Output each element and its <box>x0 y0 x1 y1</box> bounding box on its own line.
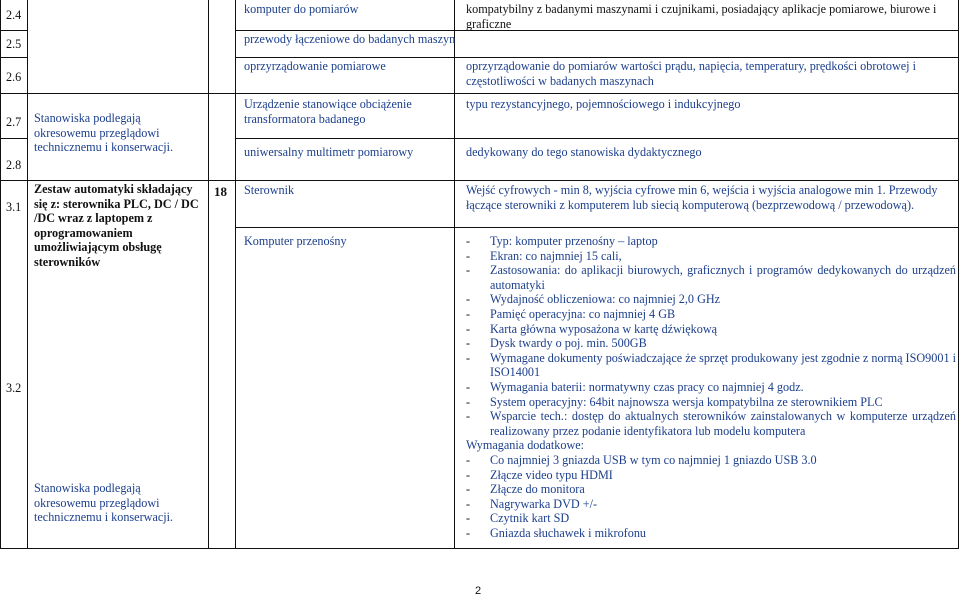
col-divider-3 <box>235 0 236 549</box>
item-name: przewody łączeniowe do badanych maszyn <box>244 32 456 46</box>
row-line <box>235 227 959 228</box>
item-spec-controller: Wejść cyfrowych - min 8, wyjścia cyfrowe min 6, wejścia i wyjścia analogowe min 1. Przewody łączące sterowniki z komputerem lub siecią komputerową (bezprzewodową / przewodową). <box>466 183 938 212</box>
bullet-dash: - <box>466 234 471 248</box>
spec-bullet <box>466 263 956 292</box>
bullet-dash: - <box>466 321 471 336</box>
bullet-text: Wydajność obliczeniowa: co najmniej 2,0 GHz <box>490 292 721 307</box>
spec-bullet <box>466 336 956 351</box>
spec-bullet <box>466 497 956 512</box>
spec-bullet <box>466 526 956 541</box>
set-title: Zestaw automatyki składający się z: sterownika PLC, DC / DC /DC wraz z laptopem z oprogramowaniem umożliwiającym obsługę sterowników <box>34 182 199 269</box>
bullet-text: Wsparcie tech.: dostęp do aktualnych sterowników zainstalowanych w komputerze urządzeń realizowany przez podanie identyfikatora lub modelu komputera <box>490 409 956 438</box>
item-spec: kompatybilny z badanymi maszynami i czujnikami, posiadający aplikacje pomiarowe, biurowe i graficzne <box>466 2 937 31</box>
item-spec: dedykowany do tego stanowiska dydaktycznego <box>466 145 702 159</box>
bullet-text: Pamięć operacyjna: co najmniej 4 GB <box>490 306 676 321</box>
row-number: 2.4 <box>6 8 22 22</box>
bullet-dash: - <box>466 394 471 409</box>
row-line <box>235 138 959 139</box>
spec-bullet <box>466 380 956 395</box>
table-border-left <box>0 0 1 549</box>
item-name: komputer do pomiarów <box>244 2 359 16</box>
bullet-text: Dysk twardy o poj. min. 500GB <box>490 336 647 351</box>
row-number: 2.7 <box>6 115 22 129</box>
bullet-text: Karta główna wyposażona w kartę dźwiękową <box>490 321 718 336</box>
bullet-text: Wymagania baterii: normatywny czas pracy co najmniej 4 godz. <box>490 379 804 394</box>
spec-bullet <box>466 322 956 337</box>
bullet-dash: - <box>466 496 471 511</box>
bullet-text: Co najmniej 3 gniazda USB w tym co najmniej 1 gniazdo USB 3.0 <box>490 452 817 467</box>
spec-bullet <box>466 249 956 264</box>
item-spec: oprzyrządowanie do pomiarów wartości prądu, napięcia, temperatury, prędkości obrotowej i częstotliwości w badanych maszynach <box>466 59 916 88</box>
row-number: 2.6 <box>6 70 22 84</box>
bullet-text: Czytnik kart SD <box>490 511 570 526</box>
spec-bullet <box>466 307 956 322</box>
bullet-dash: - <box>466 292 471 307</box>
page-number: 2 <box>475 585 482 597</box>
item-name-controller: Sterownik <box>244 183 295 197</box>
bullet-dash: - <box>466 482 471 497</box>
item-spec: typu rezystancyjnego, pojemnościowego i indukcyjnego <box>466 97 741 111</box>
col-divider-1 <box>27 0 28 549</box>
row-number: 3.2 <box>6 381 22 395</box>
bullet-text: Złącze video typu HDMI <box>490 467 613 482</box>
spec-bullet <box>466 234 956 249</box>
table-border-right <box>958 0 959 549</box>
bullet-dash: - <box>466 467 471 482</box>
row-line <box>0 180 959 181</box>
row-line <box>0 57 28 58</box>
row-line <box>454 57 959 58</box>
bullet-text: Zastosowania: do aplikacji biurowych, graficznych i programów dedykowanych do urządzeń automatyki <box>490 263 956 292</box>
row-number: 2.5 <box>6 37 22 51</box>
bullet-dash: - <box>466 350 471 365</box>
bullet-dash: - <box>466 452 471 467</box>
maintenance-note: Stanowiska podlegają okresowemu przeglądowi technicznemu i konserwacji. <box>34 111 174 155</box>
row-line <box>235 57 455 58</box>
extra-requirements-heading: Wymagania dodatkowe: <box>466 438 585 453</box>
maintenance-note: Stanowiska podlegają okresowemu przeglądowi technicznemu i konserwacji. <box>34 481 174 525</box>
table-bottom-line <box>0 548 959 549</box>
item-name: oprzyrządowanie pomiarowe <box>244 59 386 73</box>
col-divider-4 <box>454 0 455 549</box>
spec-bullet <box>466 351 956 380</box>
row-number: 2.8 <box>6 158 22 172</box>
row-number: 3.1 <box>6 200 22 214</box>
bullet-dash: - <box>466 248 471 263</box>
row-line <box>0 138 28 139</box>
bullet-text: Wymagane dokumenty poświadczające że sprzęt produkowany jest zgodnie z normą ISO9001 i ISO14001 <box>490 350 956 380</box>
bullet-text: Nagrywarka DVD +/- <box>490 496 598 511</box>
spec-bullet <box>466 511 956 526</box>
bullet-dash: - <box>466 525 471 540</box>
row-line <box>0 93 959 94</box>
bullet-text: Typ: komputer przenośny – laptop <box>490 234 658 248</box>
bullet-dash: - <box>466 336 471 351</box>
row-line <box>0 30 28 31</box>
item-name: Urządzenie stanowiące obciążenie transformatora badanego <box>244 97 412 126</box>
bullet-text: Złącze do monitora <box>490 482 585 497</box>
bullet-text: Gniazda słuchawek i mikrofonu <box>490 525 647 540</box>
bullet-text: Ekran: co najmniej 15 cali, <box>490 248 622 263</box>
col-divider-2 <box>208 0 209 549</box>
item-name: uniwersalny multimetr pomiarowy <box>244 145 414 159</box>
spec-bullet <box>466 292 956 307</box>
bullet-dash: - <box>466 409 471 424</box>
spec-bullet <box>466 409 956 438</box>
spec-bullet <box>466 395 956 410</box>
bullet-dash: - <box>466 263 471 278</box>
bullet-dash: - <box>466 306 471 321</box>
spec-bullet <box>466 468 956 483</box>
bullet-dash: - <box>466 379 471 394</box>
laptop-spec-list <box>466 234 956 540</box>
item-name-laptop: Komputer przenośny <box>244 234 347 248</box>
spec-bullet <box>466 453 956 468</box>
bullet-dash: - <box>466 511 471 526</box>
spec-bullet <box>466 482 956 497</box>
quantity: 18 <box>214 184 227 199</box>
bullet-text: System operacyjny: 64bit najnowsza wersja kompatybilna ze sterownikiem PLC <box>490 394 883 409</box>
